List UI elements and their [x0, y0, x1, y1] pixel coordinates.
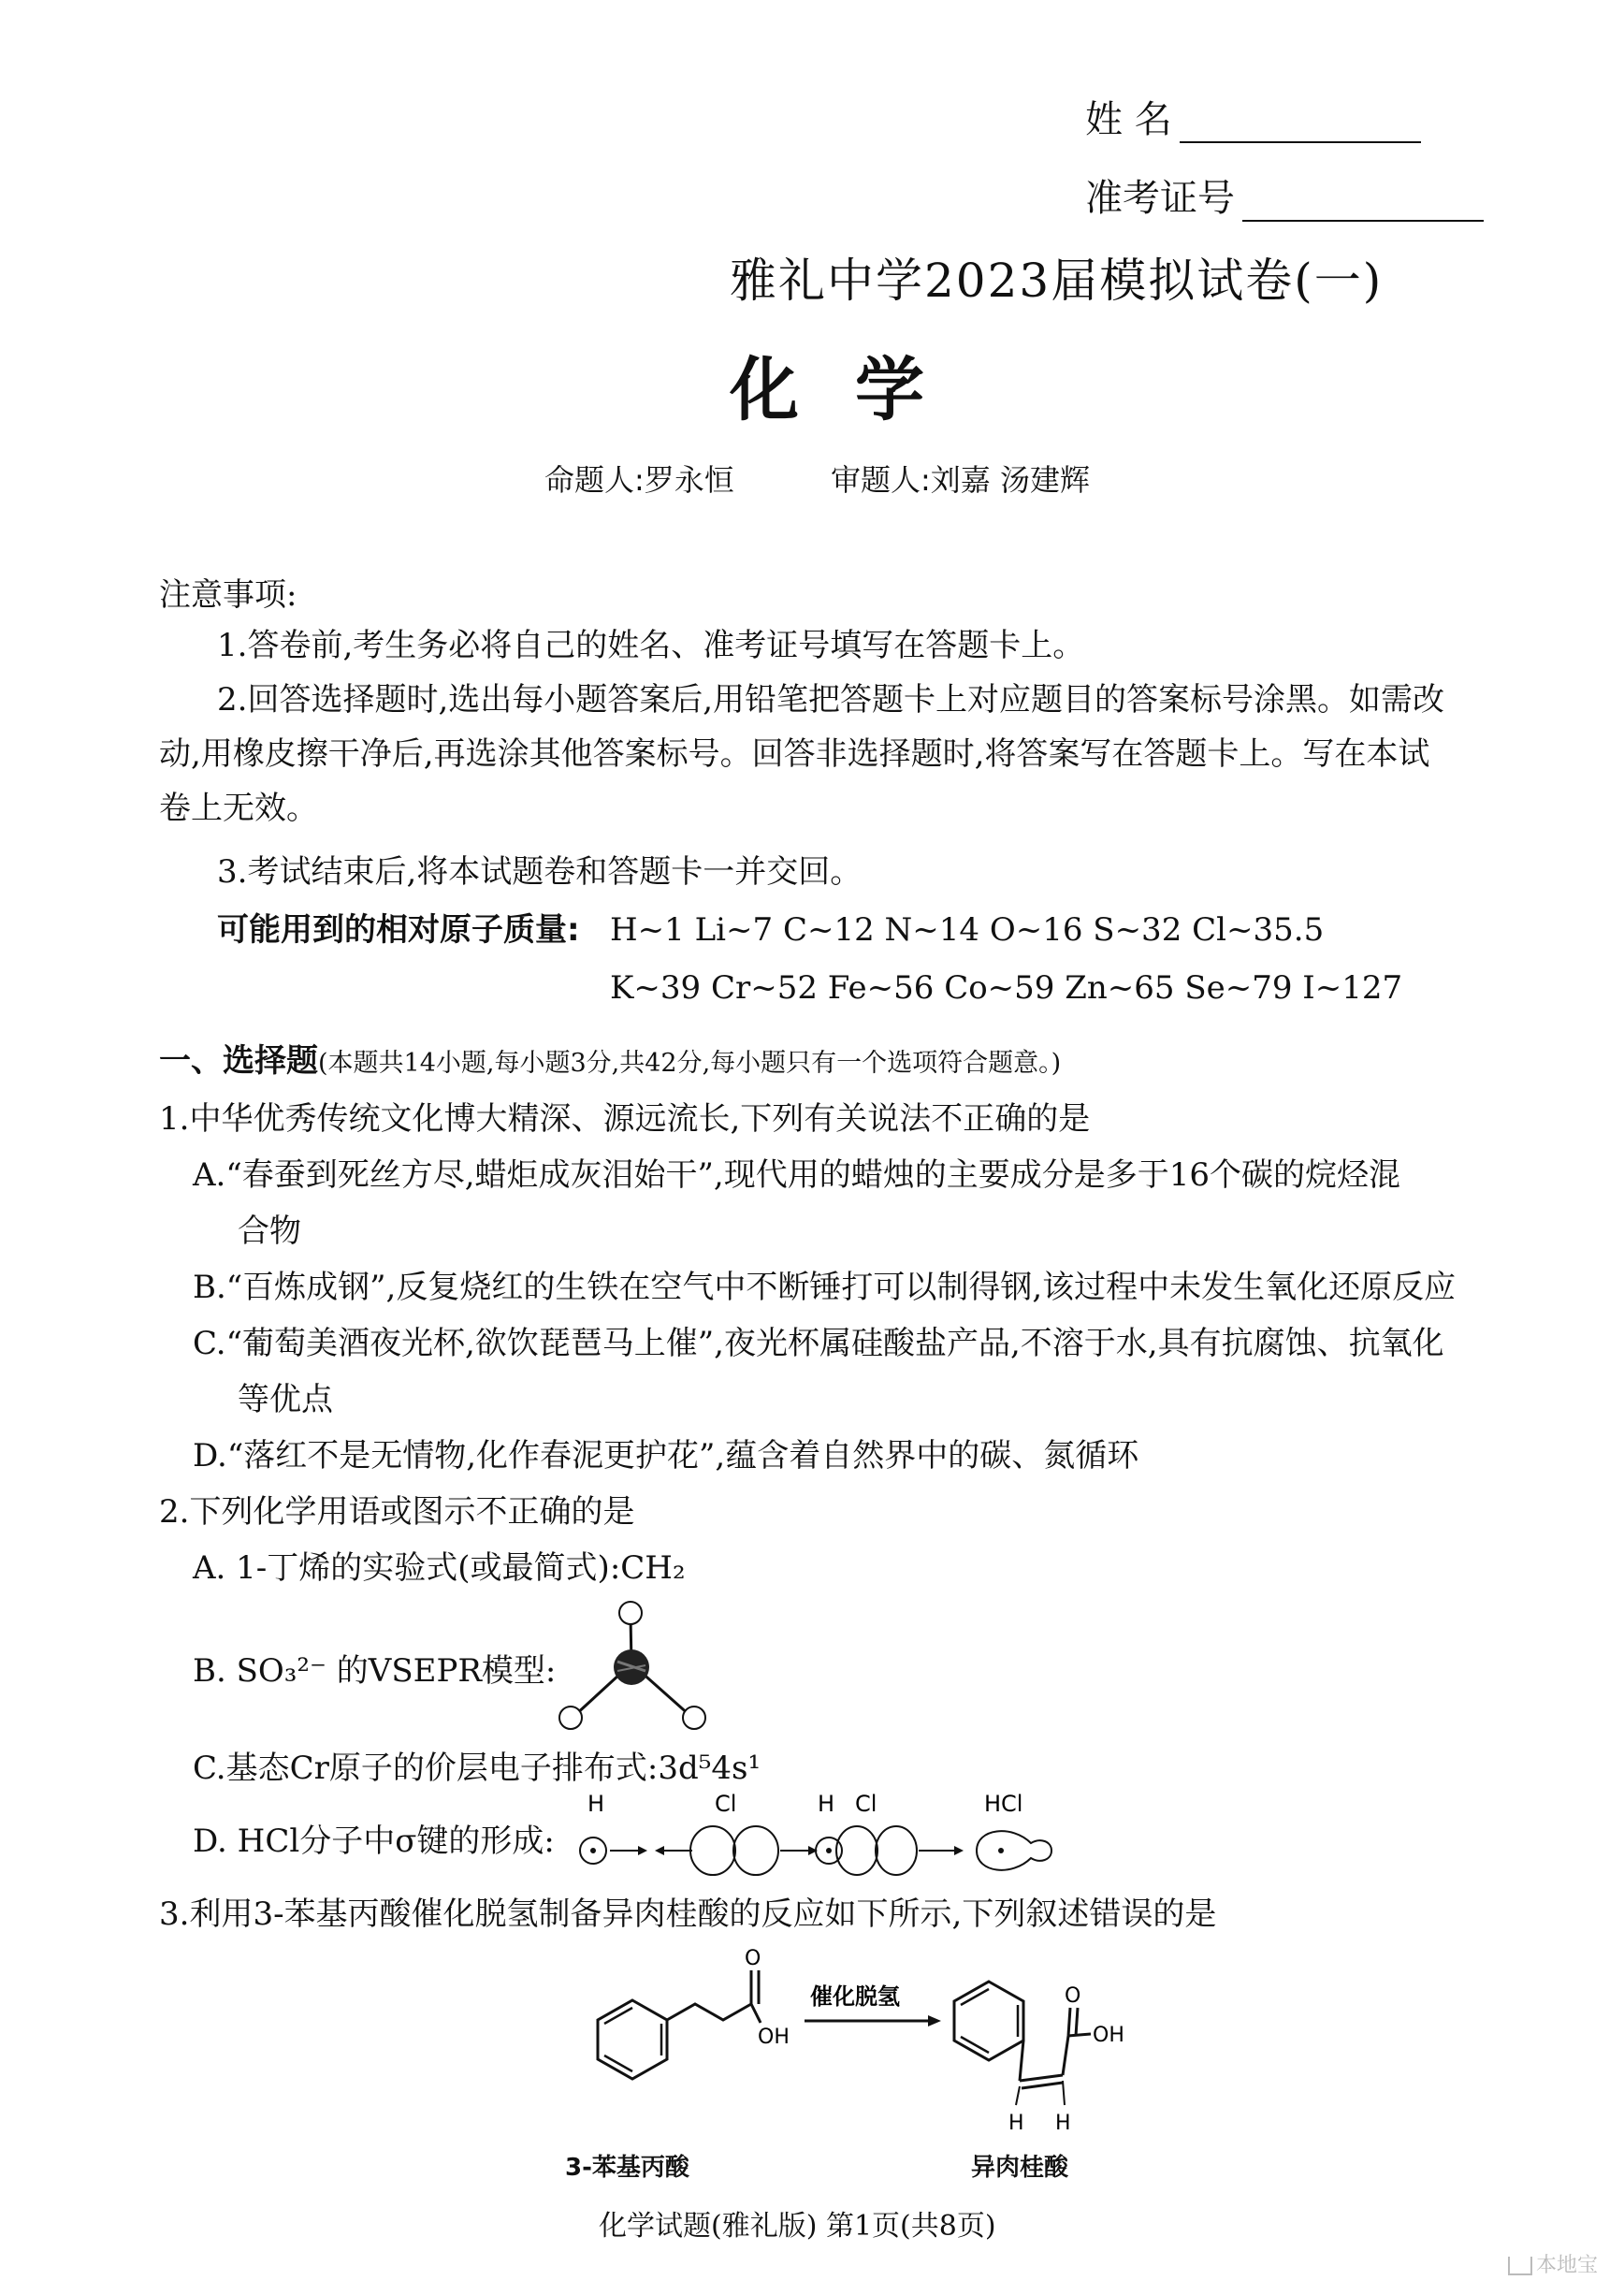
product-double-bond [1020, 2075, 1063, 2081]
q2-option-c: C.基态Cr原子的价层电子排布式:3d⁵4s¹ [193, 1750, 761, 1787]
hcl-sigma-bond-diagram [573, 1787, 1059, 1890]
house-icon [1508, 2257, 1532, 2275]
h-label-left: H [1008, 2112, 1024, 2135]
hcl-sigma-orbital [977, 1831, 1051, 1870]
q1-option-a-line2: 合物 [238, 1213, 301, 1250]
cl-label-2: Cl [855, 1791, 877, 1817]
watermark-text: 本地宝 [1536, 2254, 1599, 2277]
cl-atom-label: Cl [715, 1791, 737, 1817]
exam-id-field [1085, 168, 1484, 222]
vsepr-model-diagram [552, 1591, 720, 1740]
q2-option-a: A. 1-丁烯的实验式(或最简式):CH₂ [193, 1549, 686, 1587]
q2-option-b: B. SO₃²⁻ 的VSEPR模型: [193, 1652, 557, 1690]
reviewer: 审题人:刘嘉 汤建辉 [831, 462, 1090, 498]
subject-title: 化学 [730, 350, 980, 430]
h-label-2: H [818, 1791, 835, 1817]
watermark-logo [1508, 2249, 1598, 2278]
exam-title: 雅礼中学2023届模拟试卷(一) [730, 254, 1384, 308]
reactant-name: 3-苯基丙酸 [565, 2154, 689, 2182]
name-field [1085, 90, 1421, 143]
note-2-line1: 2.回答选择题时,选出每小题答案后,用铅笔把答题卡上对应题目的答案标号涂黑。如需改 [217, 681, 1445, 719]
q2-option-d: D. HCl分子中σ键的形成: [193, 1823, 555, 1860]
q1-option-d: D.“落红不是无情物,化作春泥更护花”,蕴含着自然界中的碳、氮循环 [193, 1437, 1139, 1474]
section-title: 一、选择题 [159, 1042, 318, 1080]
section-desc: (本题共14小题,每小题3分,共42分,每小题只有一个选项符合题意。) [318, 1049, 1062, 1078]
q2-stem: 2.下列化学用语或图示不正确的是 [159, 1493, 635, 1531]
setter: 命题人:罗永恒 [544, 462, 734, 498]
product-benzene-ring [954, 1982, 1023, 2060]
product-o-label: O [1065, 1984, 1081, 2008]
q1-option-c-line2: 等优点 [238, 1381, 333, 1418]
atomic-masses-line2: K~39 Cr~52 Fe~56 Co~59 Zn~65 Se~79 I~127 [610, 969, 1403, 1007]
q3-stem: 3.利用3-苯基丙酸催化脱氢制备异肉桂酸的反应如下所示,下列叙述错误的是 [159, 1896, 1217, 1933]
reactant-chain [667, 2004, 751, 2020]
cl-p-orbital-right [733, 1826, 778, 1875]
note-1: 1.答卷前,考生务必将自己的姓名、准考证号填写在答题卡上。 [217, 627, 1085, 664]
notes-heading: 注意事项: [159, 576, 297, 614]
note-2-line2: 动,用橡皮擦干净后,再选涂其他答案标号。回答非选择题时,将答案写在答题卡上。写在本试 [159, 735, 1430, 773]
atomic-masses-label: 可能用到的相对原子质量: [217, 911, 580, 949]
name-blank[interactable] [1180, 106, 1421, 143]
atomic-masses-line1: H~1 Li~7 C~12 N~14 O~16 S~32 Cl~35.5 [610, 911, 1325, 949]
reactant-o-label: O [745, 1947, 761, 1970]
q1-option-a-line1: A.“春蚕到死丝方尽,蜡炬成灰泪始干”,现代用的蜡烛的主要成分是多于16个碳的烷烃混 [193, 1156, 1401, 1194]
note-3: 3.考试结束后,将本试题卷和答题卡一并交回。 [217, 853, 863, 891]
q1-option-c-line1: C.“葡萄美酒夜光杯,欲饮琵琶马上催”,夜光杯属硅酸盐产品,不溶于水,具有抗腐蚀、抗氧化 [193, 1325, 1444, 1362]
page-footer: 化学试题(雅礼版) 第1页(共8页) [599, 2210, 996, 2243]
exam-id-blank[interactable] [1242, 184, 1484, 222]
q1-option-b: B.“百炼成钢”,反复烧红的生铁在空气中不断锤打可以制得钢,该过程中未发生氧化还原反应 [193, 1269, 1457, 1306]
q1-stem: 1.中华优秀传统文化博大精深、源远流长,下列有关说法不正确的是 [159, 1100, 1091, 1138]
name-label: 姓 名 [1085, 98, 1172, 141]
exam-id-label: 准考证号 [1085, 177, 1235, 220]
reactant-benzene-ring [598, 2000, 667, 2079]
reactant-oh-label: OH [758, 2026, 790, 2049]
h-label-right: H [1055, 2112, 1071, 2135]
product-oh-label: OH [1093, 2024, 1124, 2047]
reaction-condition: 催化脱氢 [810, 1983, 900, 2010]
note-2-line3: 卷上无效。 [159, 790, 318, 827]
reaction-scheme [580, 1937, 1160, 2180]
hcl-label: HCl [984, 1791, 1023, 1817]
product-name: 异肉桂酸 [971, 2154, 1069, 2182]
section-heading [159, 1040, 1061, 1084]
cl-p-orbital-left [690, 1826, 735, 1875]
h-atom-label: H [587, 1791, 605, 1817]
